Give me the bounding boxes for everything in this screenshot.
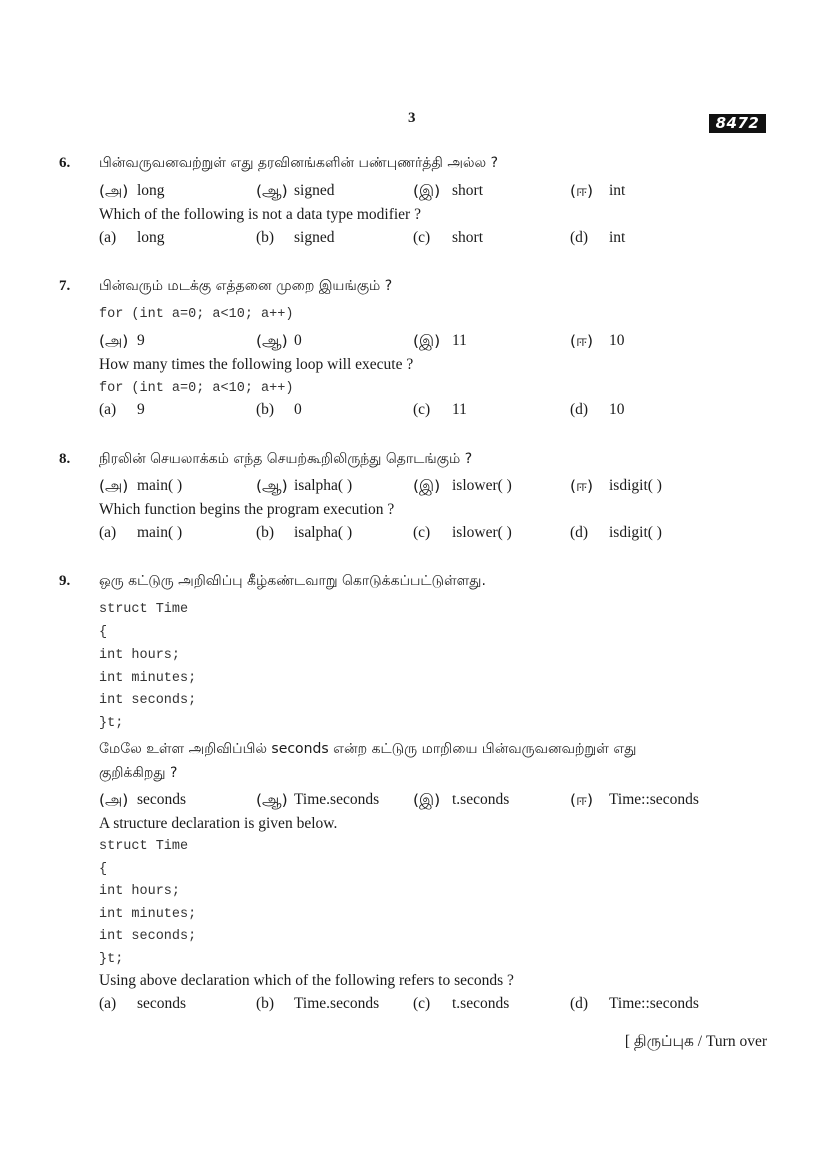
- q9-english-code-line-1: struct Time: [99, 839, 189, 854]
- page-number: 3: [408, 110, 416, 126]
- exam-code-badge: 8472: [709, 114, 766, 133]
- q9-english-option-a: seconds: [137, 995, 187, 1012]
- q8-english-label-d: (d): [570, 524, 589, 541]
- q7-english-label-b: (b): [256, 401, 275, 418]
- q9-english-label-a: (a): [99, 995, 117, 1012]
- q8-tamil-option-b: isalpha( ): [294, 477, 353, 494]
- q6-tamil-label-c: (இ): [413, 182, 441, 200]
- q6-english-label-d: (d): [570, 229, 589, 246]
- question-6-english-text: Which of the following is not a data type modifier ?: [99, 206, 421, 223]
- q9-english-label-c: (c): [413, 995, 431, 1012]
- q7-tamil-label-a: (அ): [99, 332, 129, 350]
- question-8-english-text: Which function begins the program execution ?: [99, 501, 395, 518]
- q6-english-label-b: (b): [256, 229, 275, 246]
- q9-english-code-line-4: int minutes;: [99, 907, 197, 922]
- q6-english-option-a: long: [137, 229, 165, 246]
- q8-tamil-option-c: islower( ): [452, 477, 512, 494]
- question-8-tamil-text: நிரலின் செயலாக்கம் எந்த செயற்கூறிலிருந்து தொடங்கும் ?: [99, 451, 473, 467]
- q9-tamil-code-line-4: int minutes;: [99, 671, 197, 686]
- question-9-english-intro: A structure declaration is given below.: [99, 815, 338, 832]
- q7-tamil-option-a: 9: [137, 332, 145, 349]
- q8-tamil-option-a: main( ): [137, 477, 183, 494]
- question-9-tamil-question-line-2: குறிக்கிறது ?: [99, 765, 178, 781]
- q8-english-label-c: (c): [413, 524, 431, 541]
- question-7-english-code: for (int a=0; a<10; a++): [99, 381, 294, 396]
- q9-english-label-d: (d): [570, 995, 589, 1012]
- q9-tamil-option-b: Time.seconds: [294, 791, 380, 808]
- question-7-english-text: How many times the following loop will execute ?: [99, 356, 414, 373]
- question-7-tamil-code: for (int a=0; a<10; a++): [99, 307, 294, 322]
- question-9-tamil-question-line-1: மேலே உள்ள அறிவிப்பில் seconds என்ற கட்டுரு மாறியை பின்வருவனவற்றுள் எது: [99, 741, 637, 757]
- q8-english-option-c: islower( ): [452, 524, 512, 541]
- q7-tamil-option-d: 10: [609, 332, 625, 349]
- q7-english-option-c: 11: [452, 401, 467, 418]
- q7-tamil-label-c: (இ): [413, 332, 441, 350]
- q6-tamil-label-b: (ஆ): [256, 182, 288, 200]
- q9-tamil-code-line-6: }t;: [99, 716, 124, 731]
- q9-english-code-line-2: {: [99, 862, 108, 877]
- question-7-number: 7.: [59, 278, 71, 294]
- q9-tamil-label-a: (அ): [99, 791, 129, 809]
- q9-english-option-b: Time.seconds: [294, 995, 380, 1012]
- q7-english-label-d: (d): [570, 401, 589, 418]
- q8-english-label-a: (a): [99, 524, 117, 541]
- question-9-tamil-intro: ஒரு கட்டுரு அறிவிப்பு கீழ்கண்டவாறு கொடுக்கப்பட்டுள்ளது.: [99, 573, 486, 589]
- q9-english-label-b: (b): [256, 995, 275, 1012]
- q6-english-label-c: (c): [413, 229, 431, 246]
- question-9-number: 9.: [59, 573, 71, 589]
- q9-tamil-code-line-3: int hours;: [99, 648, 181, 663]
- q6-english-option-b: signed: [294, 229, 335, 246]
- q9-tamil-label-c: (இ): [413, 791, 441, 809]
- q9-english-code-line-3: int hours;: [99, 884, 181, 899]
- q9-tamil-code-line-1: struct Time: [99, 602, 189, 617]
- q7-tamil-label-b: (ஆ): [256, 332, 288, 350]
- q8-english-option-a: main( ): [137, 524, 183, 541]
- q6-tamil-option-a: long: [137, 182, 165, 199]
- turn-over-footer: [ திருப்புக / Turn over: [624, 1033, 767, 1050]
- q8-tamil-label-a: (அ): [99, 477, 129, 495]
- q9-tamil-label-d: (ஈ): [570, 791, 594, 809]
- q9-tamil-code-line-5: int seconds;: [99, 693, 197, 708]
- q9-english-code-line-6: }t;: [99, 952, 124, 967]
- question-6-tamil-text: பின்வருவனவற்றுள் எது தரவினங்களின் பண்புணர்த்தி அல்ல ?: [99, 155, 498, 171]
- q6-english-option-d: int: [609, 229, 626, 246]
- q7-english-label-c: (c): [413, 401, 431, 418]
- q8-tamil-label-d: (ஈ): [570, 477, 594, 495]
- q6-english-label-a: (a): [99, 229, 117, 246]
- q6-tamil-label-d: (ஈ): [570, 182, 594, 200]
- q8-english-option-b: isalpha( ): [294, 524, 353, 541]
- q8-tamil-option-d: isdigit( ): [609, 477, 662, 494]
- q8-tamil-label-b: (ஆ): [256, 477, 288, 495]
- q9-tamil-option-d: Time::seconds: [609, 791, 699, 808]
- q9-tamil-option-a: seconds: [137, 791, 187, 808]
- question-7-tamil-text: பின்வரும் மடக்கு எத்தனை முறை இயங்கும் ?: [99, 278, 393, 294]
- q9-tamil-code-line-2: {: [99, 625, 108, 640]
- q9-english-code-line-5: int seconds;: [99, 929, 197, 944]
- q7-tamil-option-c: 11: [452, 332, 467, 349]
- question-6-number: 6.: [59, 155, 71, 171]
- q7-tamil-label-d: (ஈ): [570, 332, 594, 350]
- q8-tamil-label-c: (இ): [413, 477, 441, 495]
- q6-tamil-label-a: (அ): [99, 182, 129, 200]
- q7-english-label-a: (a): [99, 401, 117, 418]
- q7-english-option-b: 0: [294, 401, 302, 418]
- q6-english-option-c: short: [452, 229, 483, 246]
- q8-english-label-b: (b): [256, 524, 275, 541]
- q8-english-option-d: isdigit( ): [609, 524, 662, 541]
- q9-tamil-label-b: (ஆ): [256, 791, 288, 809]
- q7-english-option-a: 9: [137, 401, 145, 418]
- q6-tamil-option-d: int: [609, 182, 626, 199]
- question-8-number: 8.: [59, 451, 71, 467]
- q7-english-option-d: 10: [609, 401, 625, 418]
- q6-tamil-option-c: short: [452, 182, 483, 199]
- q9-tamil-option-c: t.seconds: [452, 791, 510, 808]
- q6-tamil-option-b: signed: [294, 182, 335, 199]
- question-9-english-question: Using above declaration which of the following refers to seconds ?: [99, 972, 514, 989]
- q9-english-option-c: t.seconds: [452, 995, 510, 1012]
- q9-english-option-d: Time::seconds: [609, 995, 699, 1012]
- q7-tamil-option-b: 0: [294, 332, 302, 349]
